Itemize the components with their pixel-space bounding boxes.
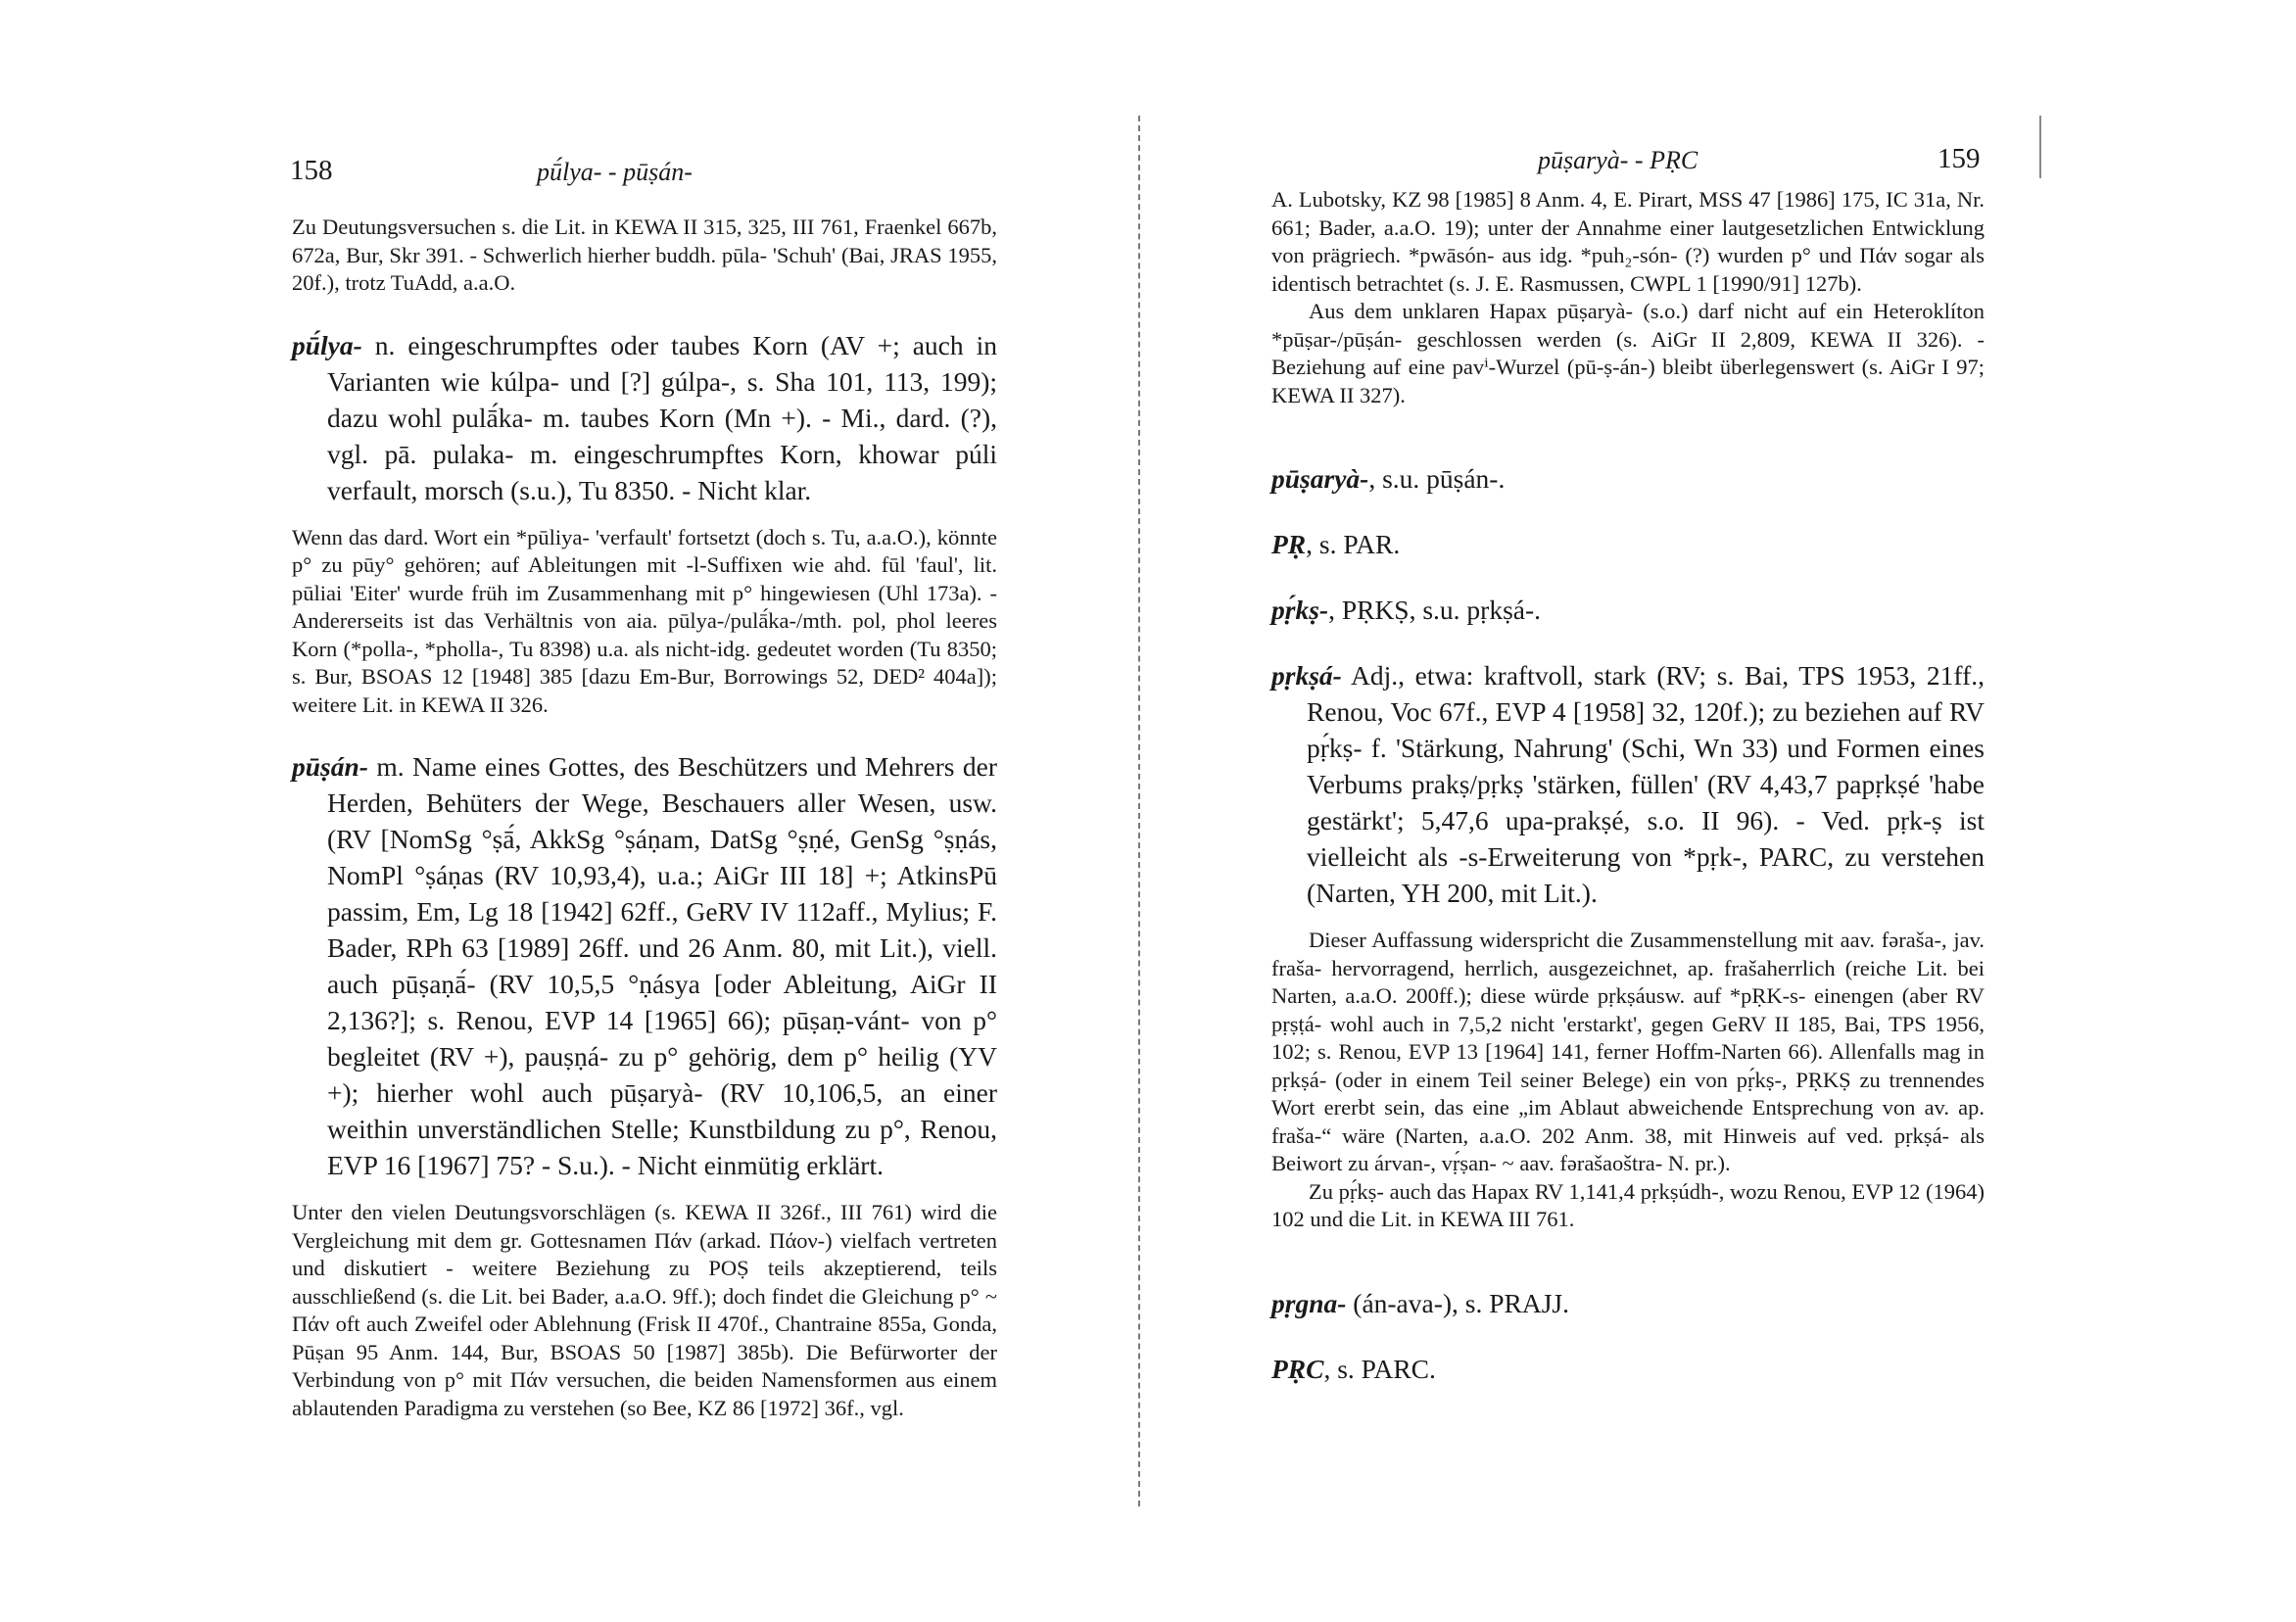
entry-body: , s. PAR. [1306, 529, 1401, 559]
page-number-left: 158 [290, 155, 333, 186]
entry-body: (án-ava-), s. PRAJJ. [1346, 1287, 1570, 1318]
dictionary-entry-pusarya [1271, 460, 1985, 497]
dictionary-entry-prksa [1271, 657, 1985, 911]
left-page [0, 0, 1136, 1622]
entry-body: Adj., etwa: kraftvoll, stark (RV; s. Bai, TPS 1953, 21ff., Renou, Voc 67f., EVP 4 [1958] 32, 120f.); zu beziehen auf RV pṛ́kṣ- f. 'Stärkung, Nahrung' (Schi, Wn 33) und Formen eines Verbums prakṣ/pṛkṣ 'stärken, füllen' (RV 4,43,7 papṛkṣé 'habe gestärkt'; 5,47,6 upa-prakṣé, s.o. II 96). - Ved. pṛk-ṣ ist vielleicht als -s-Erweiterung von *pṛk-, PARC, zu verstehen (Narten, YH 200, mit Lit.). [1307, 660, 1985, 908]
dictionary-entry-pulya [292, 327, 997, 508]
entry-body: , PṚKṢ, s.u. pṛkṣá-. [1328, 595, 1542, 625]
dictionary-entry-pr [1271, 526, 1985, 562]
right-page [1136, 0, 2296, 1622]
entry-body: n. eingeschrumpftes oder taubes Korn (AV +; auch in Varianten wie kúlpa- und [?] gúlpa-, s. Sha 101, 113, 199); dazu wohl pulā́ka- m. taubes Korn (Mn +). - Mi., dard. (?), vgl. pā. pulaka- m. eingeschrumpftes Korn, khowar púli verfault, morsch (s.u.), Tu 8350. - Nicht klar. [327, 329, 997, 505]
dictionary-entry-pusan [292, 748, 997, 1183]
note-paragraph: Aus dem unklaren Hapax pūṣaryà- (s.o.) darf nicht auf ein Heteroklíton *pūṣar-/pūṣán- geschlossen werden (s. AiGr II 2,809, KEWA II 326). - Beziehung auf eine pavⁱ-Wurzel (pū-ṣ-án-) bleibt überlegenswert (s. AiGr I 97; KEWA II 327). [1271, 299, 1985, 407]
page-number-right: 159 [1937, 143, 1981, 174]
entry-headword: PṚC [1271, 1353, 1324, 1384]
note-paragraph: Zu Deutungsversuchen s. die Lit. in KEWA II 315, 325, III 761, Fraenkel 667b, 672a, Bur, Skr 391. - Schwerlich hierher buddh. pūla- 'Schuh' (Bai, JRAS 1955, 20f.), trotz TuAdd, a.a.O. [292, 215, 997, 295]
entry-headword: pṛ́kṣ- [1271, 595, 1329, 625]
entry-headword: pṛgna- [1271, 1287, 1347, 1318]
note-paragraph: Zu pṛ́kṣ- auch das Hapax RV 1,141,4 pṛkṣúdh-, wozu Renou, EVP 12 (1964) 102 und die Lit. in KEWA III 761. [1271, 1178, 1985, 1231]
dictionary-entry-prc [1271, 1351, 1985, 1387]
dictionary-entry-prgna [1271, 1285, 1985, 1321]
scan-edge-mark [2039, 116, 2041, 178]
entry-headword: PṚ [1271, 529, 1307, 559]
entry-body: , s. PARC. [1323, 1353, 1436, 1384]
left-text-column [292, 214, 997, 1422]
entry-headword: pūṣán- [292, 751, 368, 782]
entry-headword: pṛkṣá- [1271, 660, 1342, 691]
entry-body: , s.u. pūṣán-. [1368, 463, 1506, 494]
entry-headword: pū́lya- [292, 329, 362, 360]
entry-body: m. Name eines Gottes, des Beschützers und Mehrers der Herden, Behüters der Wege, Beschauers aller Wesen, usw. (RV [NomSg °ṣā́, AkkSg °ṣáṇam, DatSg °ṣṇé, GenSg °ṣṇás, NomPl °ṣáṇas (RV 10,93,4), u.a.; AiGr III 18] +; AtkinsPū passim, Em, Lg 18 [1942] 62ff., GeRV IV 112aff., Mylius; F. Bader, RPh 63 [1989] 26ff. und 26 Anm. 80, mit Lit.), viell. auch pūṣaṇā́- (RV 10,5,5 °ṇásya [oder Ableitung, AiGr II 2,136?]; s. Renou, EVP 14 [1965] 66); pūṣaṇ-vánt- von p° begleitet (RV +), pauṣṇá- zu p° gehörig, dem p° heilig (YV +); hierher wohl auch pūṣaryà- (RV 10,106,5, an einer weithin unverständlichen Stelle; Kunstbildung zu p°, Renou, EVP 16 [1967] 75? - S.u.). - Nicht einmütig erklärt. [327, 751, 997, 1180]
entry-headword: pūṣaryà- [1271, 463, 1369, 494]
note-paragraph: Wenn das dard. Wort ein *pūliya- 'verfault' fortsetzt (doch s. Tu, a.a.O.), könnte p° zu pūy° gehören; auf Ableitungen mit -l-Suffixen wie ahd. fūl 'faul', lit. pūliai 'Eiter' wurde früh im Zusammenhang mit p° hingewiesen (Uhl 173a). - Andererseits ist das Verhältnis von aia. pūlya-/pulā́ka-/mth. pol, phol leeres Korn (*polla-, *pholla-, Tu 8398) u.a. als nicht-idg. gedeutet worden (Tu 8350; s. Bur, BSOAS 12 [1948] 385 [dazu Em-Bur, Borrowings 52, DED² 404a]); weitere Lit. in KEWA II 326. [292, 524, 997, 717]
note-paragraph: A. Lubotsky, KZ 98 [1985] 8 Anm. 4, E. Pirart, MSS 47 [1986] 175, IC 31a, Nr. 661; Bader, a.a.O. 19); unter der Annahme einer lautgesetzlichen Entwicklung von prägriech. *pwāsón- aus idg. *puh₂-són- (?) wurden p° und Πάν sogar als identisch betrachtet (s. J. E. Rasmussen, CWPL 1 [1990/91] 127b). [1271, 187, 1985, 296]
running-head-left: pū́lya- - pūṣán- [537, 158, 693, 186]
right-text-column [1271, 186, 1985, 1387]
dictionary-entry-prks [1271, 592, 1985, 628]
running-head-right: pūṣaryà- - PṚC [1538, 146, 1698, 174]
note-paragraph: Dieser Auffassung widerspricht die Zusammenstellung mit aav. fəraša-, jav. fraša- hervorragend, herrlich, ausgezeichnet, ap. frašaherrlich (reiche Lit. bei Narten, a.a.O. 200ff.); diese würde pṛkṣáusw. auf *pṚK-s- einengen (aber RV pṛṣṭá- wohl auch in 7,5,2 nicht 'erstarkt', gegen GeRV II 185, Bai, TPS 1956, 102; s. Renou, EVP 13 [1964] 141, ferner Hoffm-Narten 66). Allenfalls mag in pṛkṣá- (oder in einem Teil seiner Belege) ein von pṛ́kṣ-, PṚKṢ zu trennendes Wort ererbt sein, das eine „im Ablaut abweichende Entsprechung von av. ap. fraša-“ wäre (Narten, a.a.O. 202 Anm. 38, mit Hinweis auf ved. pṛkṣá- als Beiwort zu árvan-, vṛ́ṣan- ~ aav. fərašaoštra- N. pr.). [1271, 928, 1985, 1175]
note-paragraph: Unter den vielen Deutungsvorschlägen (s. KEWA II 326f., III 761) wird die Vergleichung mit dem gr. Gottesnamen Πάν (arkad. Πάον-) vielfach vertreten und diskutiert - weitere Beziehung zu POṢ teils akzeptierend, teils ausschließend (s. die Lit. bei Bader, a.a.O. 9ff.); doch findet die Gleichung p° ~ Πάν oft auch Zweifel oder Ablehnung (Frisk II 470f., Chantraine 855a, Gonda, Pūṣan 95 Anm. 144, Bur, BSOAS 50 [1987] 385b). Die Befürworter der Verbindung von p° mit Πάν versuchen, die beiden Namensformen aus einem ablautenden Paradigma zu verstehen (so Bee, KZ 86 [1972] 36f., vgl. [292, 1200, 997, 1420]
